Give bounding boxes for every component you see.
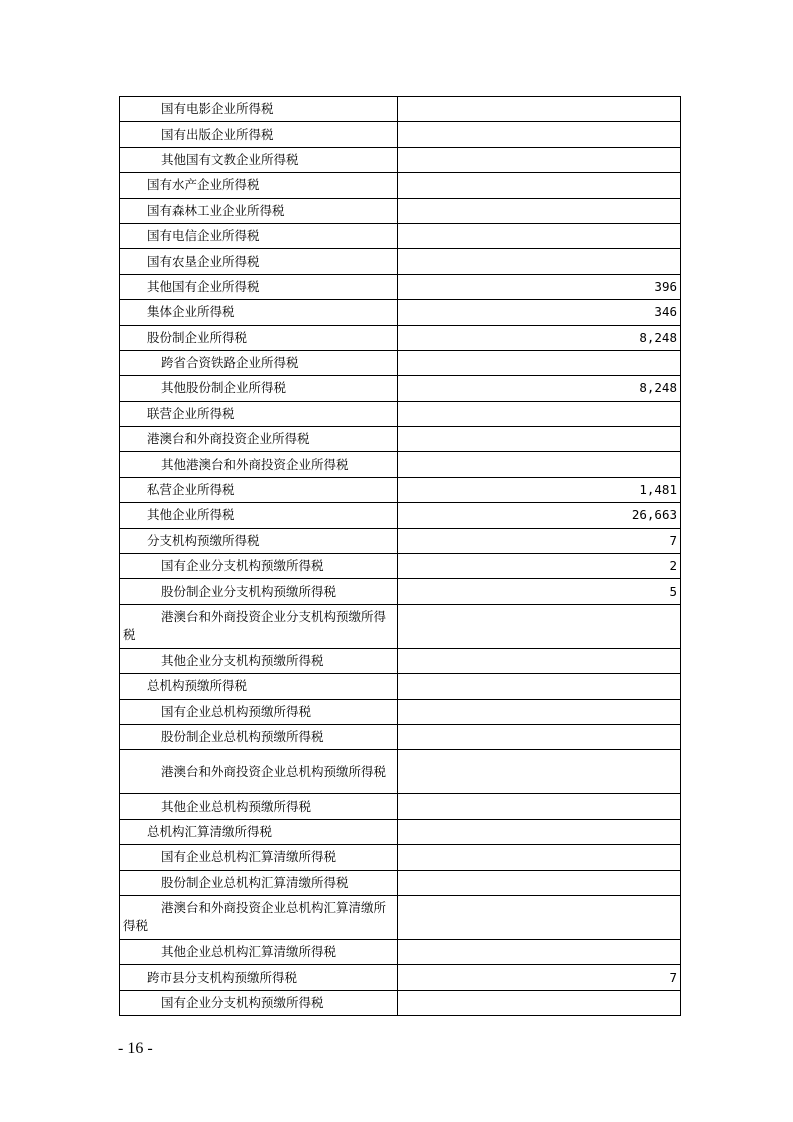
table-row [120, 750, 681, 794]
row-value [398, 699, 681, 724]
row-value: 7 [398, 528, 681, 553]
table-row [120, 724, 681, 749]
table-row [120, 845, 681, 870]
row-value [398, 427, 681, 452]
row-label: 其他国有企业所得税 [120, 274, 398, 299]
row-label: 股份制企业总机构预缴所得税 [120, 724, 398, 749]
table-row [120, 173, 681, 198]
row-label: 跨省合资铁路企业所得税 [120, 350, 398, 375]
table-row [120, 604, 681, 648]
table-row [120, 990, 681, 1015]
table-row [120, 427, 681, 452]
row-label: 港澳台和外商投资企业所得税 [120, 427, 398, 452]
table-row [120, 97, 681, 122]
table-row [120, 122, 681, 147]
table-row [120, 528, 681, 553]
table-row [120, 674, 681, 699]
table-row [120, 147, 681, 172]
row-label: 国有企业总机构预缴所得税 [120, 699, 398, 724]
table-row [120, 477, 681, 502]
row-label: 其他企业总机构汇算清缴所得税 [120, 939, 398, 964]
row-label: 联营企业所得税 [120, 401, 398, 426]
row-label: 国有出版企业所得税 [120, 122, 398, 147]
table-row [120, 452, 681, 477]
row-value [398, 249, 681, 274]
table-row [120, 376, 681, 401]
table-row [120, 965, 681, 990]
row-value [398, 401, 681, 426]
row-label: 跨市县分支机构预缴所得税 [120, 965, 398, 990]
row-value [398, 648, 681, 673]
row-value [398, 845, 681, 870]
row-label: 港澳台和外商投资企业总机构预缴所得税 [120, 750, 398, 794]
row-value [398, 350, 681, 375]
row-value: 1,481 [398, 477, 681, 502]
row-label: 国有森林工业企业所得税 [120, 198, 398, 223]
row-label: 其他企业所得税 [120, 503, 398, 528]
row-label: 其他港澳台和外商投资企业所得税 [120, 452, 398, 477]
row-label: 国有企业分支机构预缴所得税 [120, 990, 398, 1015]
row-value [398, 97, 681, 122]
row-value [398, 870, 681, 895]
row-value [398, 990, 681, 1015]
table-row [120, 579, 681, 604]
row-value [398, 895, 681, 939]
table-row [120, 699, 681, 724]
row-label: 国有电信企业所得税 [120, 223, 398, 248]
row-value: 346 [398, 300, 681, 325]
table-row [120, 249, 681, 274]
row-label: 股份制企业总机构汇算清缴所得税 [120, 870, 398, 895]
row-value [398, 173, 681, 198]
row-value [398, 724, 681, 749]
row-value: 26,663 [398, 503, 681, 528]
row-value [398, 674, 681, 699]
row-value [398, 819, 681, 844]
row-value [398, 452, 681, 477]
row-label: 总机构预缴所得税 [120, 674, 398, 699]
row-value [398, 750, 681, 794]
row-label: 股份制企业分支机构预缴所得税 [120, 579, 398, 604]
row-value [398, 604, 681, 648]
table-row [120, 401, 681, 426]
row-value: 7 [398, 965, 681, 990]
row-label: 集体企业所得税 [120, 300, 398, 325]
row-label: 总机构汇算清缴所得税 [120, 819, 398, 844]
row-label: 国有企业分支机构预缴所得税 [120, 554, 398, 579]
table-row [120, 198, 681, 223]
row-value: 2 [398, 554, 681, 579]
table-row [120, 819, 681, 844]
row-value [398, 794, 681, 819]
row-value [398, 198, 681, 223]
table-row [120, 939, 681, 964]
row-label: 分支机构预缴所得税 [120, 528, 398, 553]
row-label: 国有企业总机构汇算清缴所得税 [120, 845, 398, 870]
row-value [398, 939, 681, 964]
row-value: 8,248 [398, 325, 681, 350]
table-row [120, 223, 681, 248]
table-row [120, 648, 681, 673]
row-label: 股份制企业所得税 [120, 325, 398, 350]
row-value: 8,248 [398, 376, 681, 401]
row-value: 5 [398, 579, 681, 604]
table-row [120, 895, 681, 939]
tax-table [119, 96, 681, 1016]
row-label: 其他国有文教企业所得税 [120, 147, 398, 172]
page-number: - 16 - [118, 1040, 153, 1057]
row-label: 港澳台和外商投资企业总机构汇算清缴所得税 [120, 895, 398, 939]
row-value [398, 147, 681, 172]
row-label: 港澳台和外商投资企业分支机构预缴所得税 [120, 604, 398, 648]
table-row [120, 274, 681, 299]
row-value [398, 223, 681, 248]
table-row [120, 503, 681, 528]
row-label: 国有电影企业所得税 [120, 97, 398, 122]
row-label: 国有农垦企业所得税 [120, 249, 398, 274]
row-label: 私营企业所得税 [120, 477, 398, 502]
row-value [398, 122, 681, 147]
tax-table-body [120, 97, 681, 1016]
table-row [120, 300, 681, 325]
table-row [120, 870, 681, 895]
table-row [120, 325, 681, 350]
row-label: 其他企业分支机构预缴所得税 [120, 648, 398, 673]
table-row [120, 350, 681, 375]
row-value: 396 [398, 274, 681, 299]
row-label: 其他企业总机构预缴所得税 [120, 794, 398, 819]
row-label: 国有水产企业所得税 [120, 173, 398, 198]
table-row [120, 554, 681, 579]
table-row [120, 794, 681, 819]
row-label: 其他股份制企业所得税 [120, 376, 398, 401]
